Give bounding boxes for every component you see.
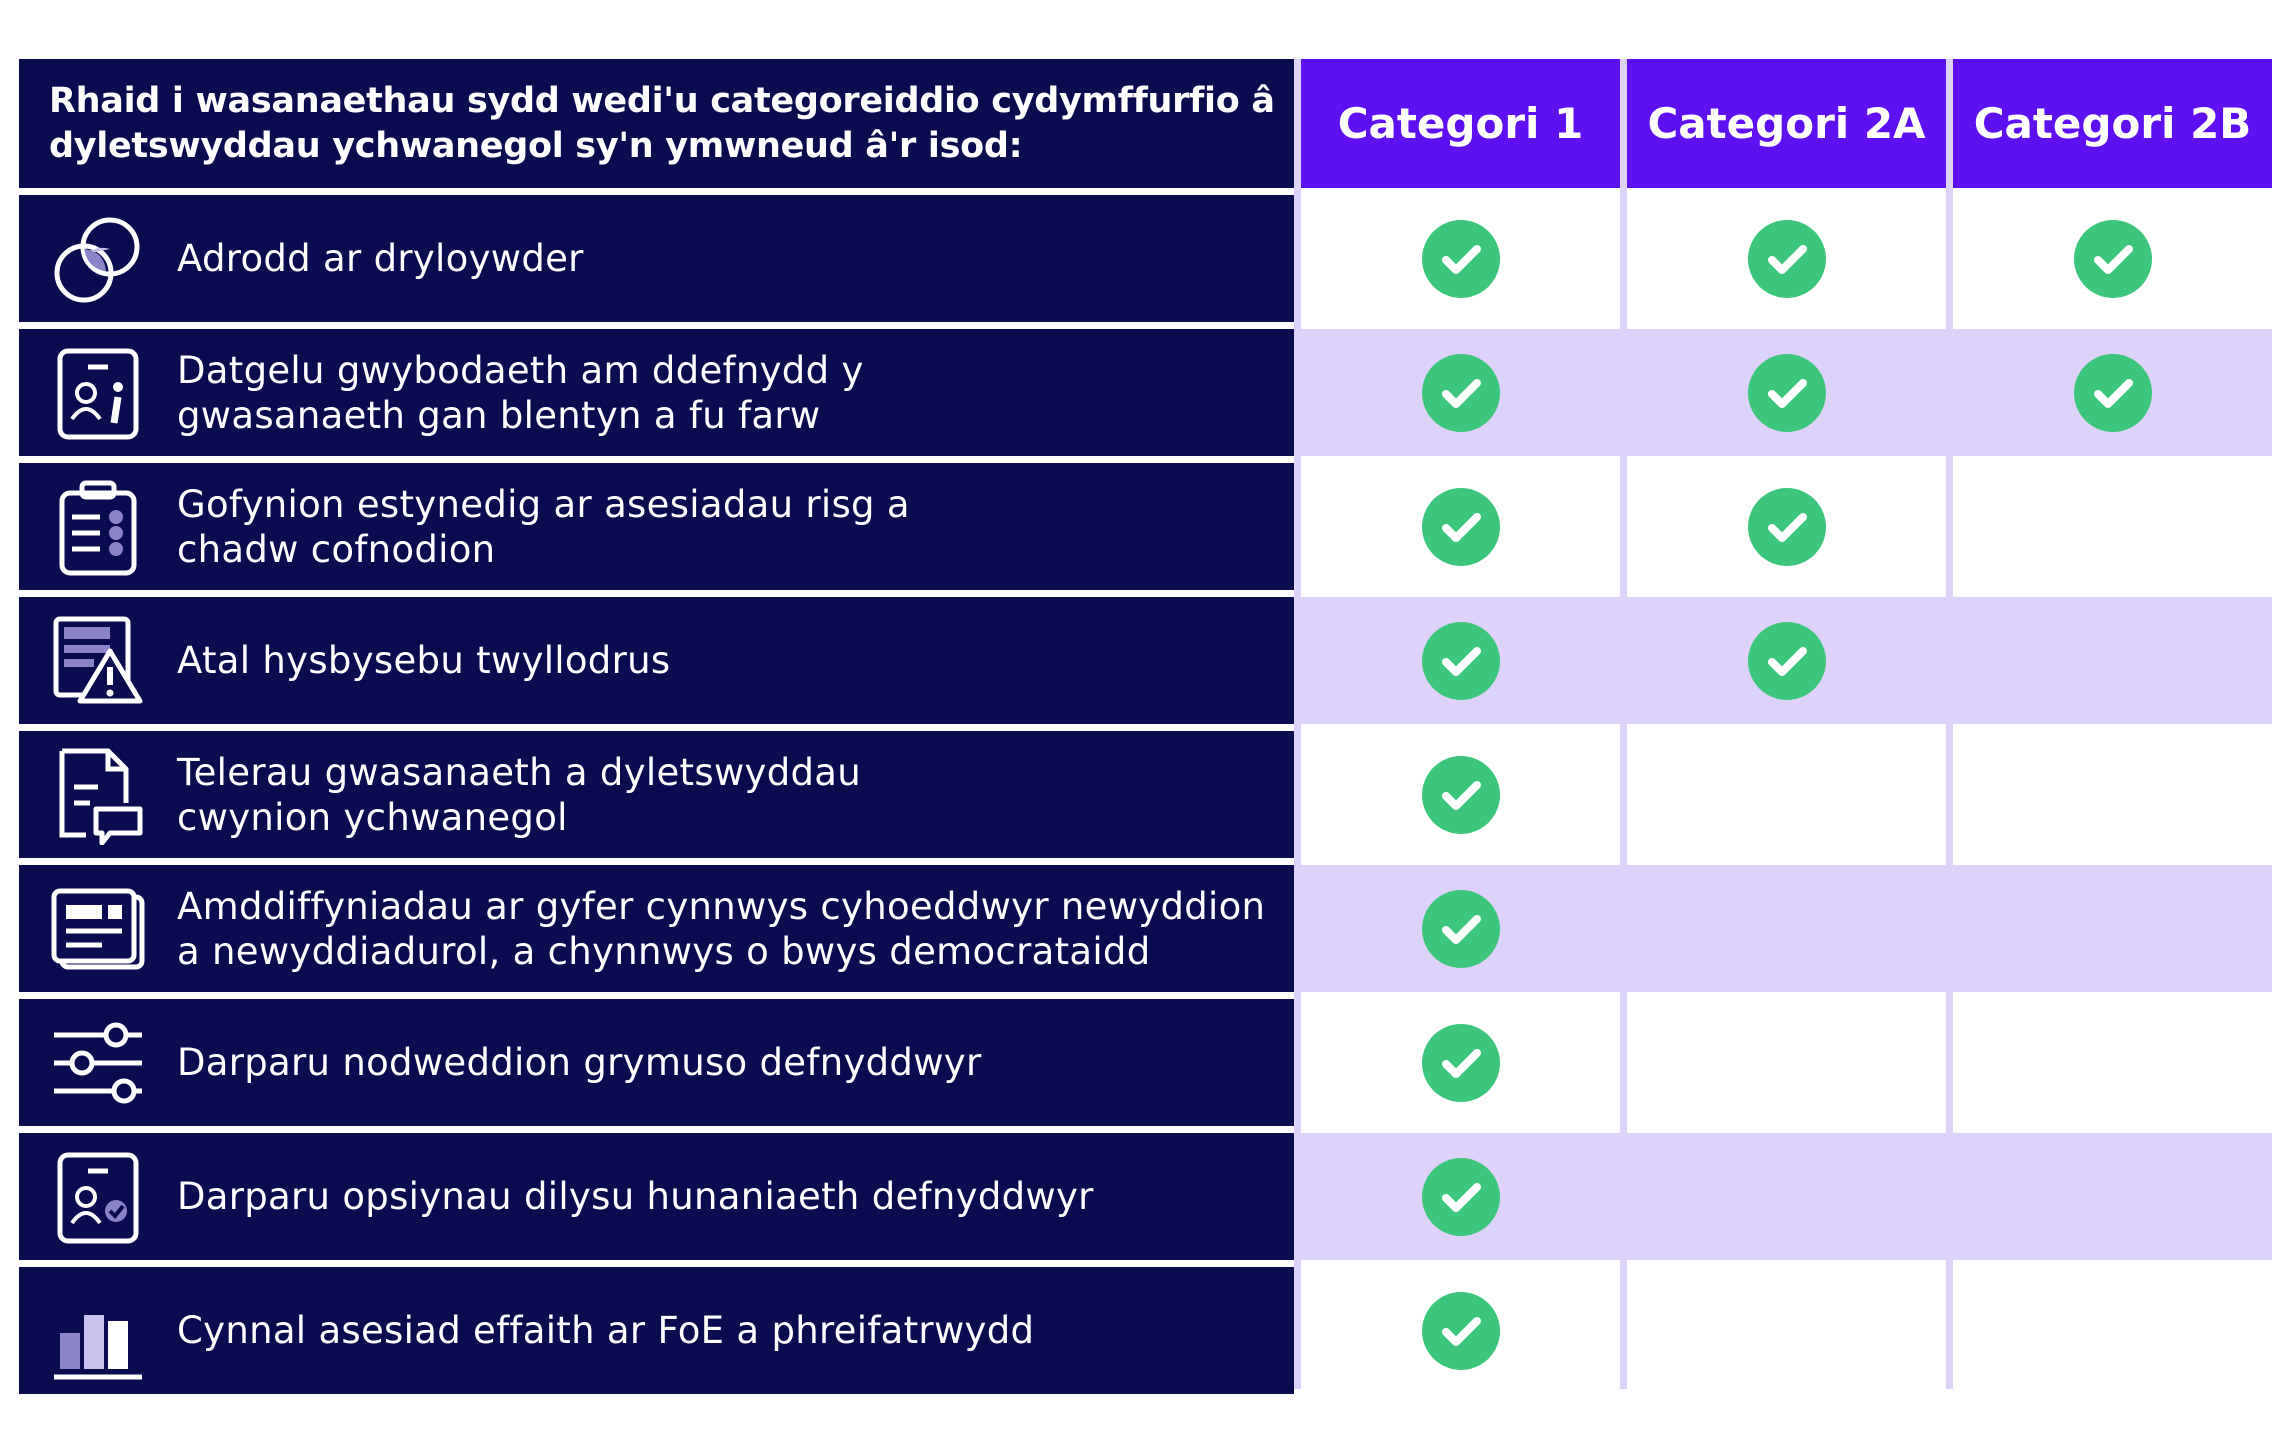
row-gap [19, 322, 2277, 329]
row-label-line1: Datgelu gwybodaeth am ddefnydd y [177, 348, 864, 392]
row-label-line2: chadw cofnodion [177, 527, 496, 571]
newspaper-icon [19, 865, 177, 992]
category-2a-cell [1627, 999, 1946, 1126]
check-icon [1421, 219, 1501, 299]
check-icon [1421, 353, 1501, 433]
category-2b-cell [1953, 1133, 2272, 1260]
category-2b-cell [1953, 195, 2272, 322]
table-row [19, 597, 2277, 724]
row-label-text [177, 1174, 1094, 1219]
row-label-line1: Telerau gwasanaeth a dyletswyddau [177, 750, 861, 794]
category-2b-cell [1953, 463, 2272, 590]
table-row [19, 195, 2277, 322]
category-2b-cell [1953, 999, 2272, 1126]
check-icon [1747, 353, 1827, 433]
row-label-text [177, 750, 861, 840]
category-2a-cell [1627, 731, 1946, 858]
row-label-line1: Atal hysbysebu twyllodrus [177, 639, 671, 682]
category-2a-header: Categori 2A [1627, 59, 1946, 188]
row-label-line2: gwasanaeth gan blentyn a fu farw [177, 393, 821, 437]
row-label-line1: Darparu opsiynau dilysu hunaniaeth defnyddwyr [177, 1175, 1094, 1218]
row-label [19, 329, 1294, 456]
row-label [19, 597, 1294, 724]
check-icon [1421, 1291, 1501, 1371]
check-icon [1747, 621, 1827, 701]
check-icon [1747, 219, 1827, 299]
check-icon [1421, 621, 1501, 701]
row-label-line1: Gofynion estynedig ar asesiadau risg a [177, 482, 910, 526]
check-icon [1421, 487, 1501, 567]
table-row [19, 1133, 2277, 1260]
row-gap [19, 1126, 2277, 1133]
category-2a-cell [1627, 1133, 1946, 1260]
row-gap [19, 1260, 2277, 1267]
bar-chart-icon [19, 1267, 177, 1394]
category-1-cell [1301, 329, 1620, 456]
row-label-text [177, 1040, 982, 1085]
table-row [19, 1267, 2277, 1394]
category-1-cell [1301, 999, 1620, 1126]
row-label [19, 463, 1294, 590]
row-gap [19, 590, 2277, 597]
row-label [19, 195, 1294, 322]
row-label-text [177, 236, 584, 281]
row-label [19, 999, 1294, 1126]
category-1-cell [1301, 1133, 1620, 1260]
warning-document-icon [19, 597, 177, 724]
row-label-text [177, 348, 864, 438]
category-2b-cell [1953, 329, 2272, 456]
row-label [19, 731, 1294, 858]
table-row [19, 329, 2277, 456]
row-label [19, 1267, 1294, 1394]
check-icon [1747, 487, 1827, 567]
category-1-cell [1301, 597, 1620, 724]
check-icon [2073, 219, 2153, 299]
category-1-cell [1301, 195, 1620, 322]
category-2a-cell [1627, 195, 1946, 322]
obligations-table [19, 59, 2277, 1394]
header-title-line1: Rhaid i wasanaethau sydd wedi'u categoreiddio cydymffurfio â [49, 80, 1275, 121]
category-2a-cell [1627, 597, 1946, 724]
row-label-line1: Darparu nodweddion grymuso defnyddwyr [177, 1041, 982, 1084]
header-title-line2: dyletswyddau ychwanegol sy'n ymwneud â'r isod: [49, 125, 1023, 166]
row-gap [19, 858, 2277, 865]
user-info-icon [19, 329, 177, 456]
category-1-header: Categori 1 [1301, 59, 1620, 188]
table-row [19, 463, 2277, 590]
check-icon [1421, 889, 1501, 969]
row-label-line1: Amddiffyniadau ar gyfer cynnwys cyhoeddwyr newyddion [177, 884, 1266, 928]
category-2a-cell [1627, 1267, 1946, 1394]
document-speech-icon [19, 731, 177, 858]
row-label-text [177, 884, 1265, 974]
table-row [19, 999, 2277, 1126]
clipboard-checklist-icon [19, 463, 177, 590]
sliders-icon [19, 999, 177, 1126]
category-1-cell [1301, 731, 1620, 858]
table-header-row [19, 59, 2277, 188]
overlapping-circles-icon [19, 195, 177, 322]
row-label [19, 1133, 1294, 1260]
row-gap [19, 456, 2277, 463]
category-1-cell [1301, 463, 1620, 590]
table-row [19, 731, 2277, 858]
row-gap [19, 992, 2277, 999]
category-2b-cell [1953, 1267, 2272, 1394]
category-2a-cell [1627, 329, 1946, 456]
row-label-text [177, 638, 670, 683]
category-2a-cell [1627, 865, 1946, 992]
row-label-text [177, 482, 910, 572]
category-1-cell [1301, 1267, 1620, 1394]
category-2a-cell [1627, 463, 1946, 590]
check-icon [1421, 1157, 1501, 1237]
check-icon [2073, 353, 2153, 433]
category-2b-header: Categori 2B [1953, 59, 2272, 188]
category-1-cell [1301, 865, 1620, 992]
table-row [19, 865, 2277, 992]
row-label [19, 865, 1294, 992]
row-label-line1: Cynnal asesiad effaith ar FoE a phreifatrwydd [177, 1309, 1035, 1352]
row-label-line2: a newyddiadurol, a chynnwys o bwys democrataidd [177, 929, 1151, 973]
category-2b-cell [1953, 731, 2272, 858]
category-2b-cell [1953, 597, 2272, 724]
row-label-line1: Adrodd ar dryloywder [177, 237, 584, 280]
check-icon [1421, 1023, 1501, 1103]
check-icon [1421, 755, 1501, 835]
header-title [19, 59, 1294, 188]
row-label-text [177, 1308, 1034, 1353]
id-verified-icon [19, 1133, 177, 1260]
row-gap [19, 188, 2277, 195]
row-gap [19, 724, 2277, 731]
row-label-line2: cwynion ychwanegol [177, 795, 568, 839]
category-2b-cell [1953, 865, 2272, 992]
